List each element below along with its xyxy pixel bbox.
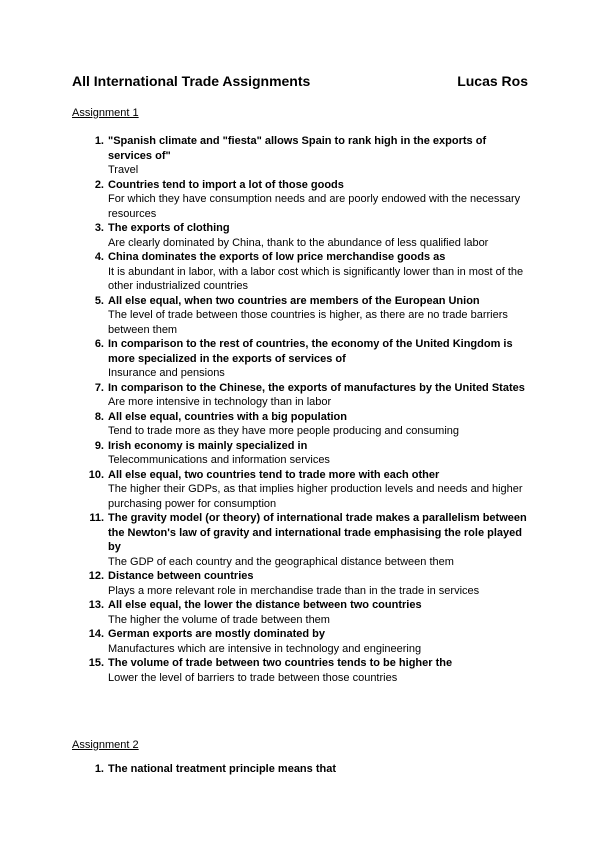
question-number: 13.	[88, 599, 104, 611]
answer-text: The level of trade between those countries is higher, as there are no trade barriers between them	[108, 309, 508, 336]
question-item	[72, 410, 528, 439]
answer-text: For which they have consumption needs and are poorly endowed with the necessary resources	[108, 193, 521, 220]
answer-text: Are more intensive in technology than in labor	[108, 396, 332, 408]
answer-text: It is abundant in labor, with a labor cost which is significantly lower than in most of the other industrialized countries	[108, 265, 524, 292]
question-number: 12.	[88, 570, 104, 582]
answer-text: The higher their GDPs, as that implies higher production levels and needs and higher purchasing power for consumption	[108, 483, 523, 510]
question-item	[72, 250, 528, 294]
question-number: 7.	[94, 381, 104, 394]
question-item	[72, 656, 528, 685]
answer-text: Tend to trade more as they have more people producing and consuming	[108, 425, 459, 437]
question-number: 10.	[88, 468, 104, 481]
question-item	[72, 381, 528, 410]
question-text: The exports of clothing	[108, 222, 230, 234]
question-text: The national treatment principle means that	[108, 763, 336, 775]
assignment-1-heading: Assignment 1	[72, 107, 139, 119]
question-number: 3.	[94, 222, 104, 234]
question-item	[72, 178, 528, 222]
question-item	[72, 337, 528, 381]
assignment-2-heading: Assignment 2	[72, 739, 139, 751]
question-item	[72, 627, 528, 656]
answer-text: The higher the volume of trade between them	[108, 613, 330, 626]
question-text: China dominates the exports of low price merchandise goods as	[108, 251, 446, 263]
answer-text: Travel	[108, 164, 139, 176]
question-text: The volume of trade between two countries tends to be higher the	[108, 657, 453, 669]
question-number: 5.	[94, 294, 104, 307]
question-text: All else equal, countries with a big population	[108, 410, 347, 423]
question-text: All else equal, two countries tend to trade more with each other	[108, 468, 440, 481]
question-item	[72, 221, 528, 250]
question-number: 2.	[94, 178, 104, 191]
answer-text: Insurance and pensions	[108, 367, 225, 379]
document-header	[72, 72, 528, 90]
question-text: Irish economy is mainly specialized in	[108, 439, 308, 452]
question-text: Countries tend to import a lot of those goods	[108, 178, 344, 191]
question-number: 15.	[88, 657, 104, 669]
question-item	[72, 569, 528, 598]
question-text: Distance between countries	[108, 570, 254, 582]
question-text: All else equal, when two countries are members of the European Union	[108, 294, 480, 307]
assignment-2-question-list	[72, 762, 528, 777]
question-text: The gravity model (or theory) of international trade makes a parallelism between the Newton's law of gravity and international trade emphasising the role played by	[108, 512, 527, 553]
question-item	[72, 511, 528, 569]
answer-text: Are clearly dominated by China, thank to the abundance of less qualified labor	[108, 236, 489, 249]
question-text: In comparison to the Chinese, the exports of manufactures by the United States	[108, 381, 525, 394]
question-text: German exports are mostly dominated by	[108, 628, 326, 640]
question-number: 11.	[89, 512, 104, 524]
answer-text: Manufactures which are intensive in technology and engineering	[108, 642, 422, 655]
question-text: All else equal, the lower the distance between two countries	[108, 599, 422, 611]
question-number: 4.	[94, 251, 104, 263]
answer-text: Lower the level of barriers to trade between those countries	[108, 671, 398, 684]
question-number: 1.	[94, 135, 104, 147]
question-number: 14.	[88, 628, 104, 640]
answer-text: Plays a more relevant role in merchandise trade than in the trade in services	[108, 584, 480, 597]
question-item	[72, 762, 528, 777]
question-item	[72, 598, 528, 627]
question-text: "Spanish climate and "fiesta" allows Spain to rank high in the exports of services of"	[108, 135, 487, 162]
question-number: 1.	[94, 763, 104, 775]
question-item	[72, 468, 528, 512]
question-item	[72, 439, 528, 468]
question-item	[72, 294, 528, 338]
assignment-1-question-list	[72, 134, 528, 685]
author-name: Lucas Ros	[457, 73, 528, 89]
document-title: All International Trade Assignments	[72, 73, 311, 89]
question-item	[72, 134, 528, 178]
question-text: In comparison to the rest of countries, the economy of the United Kingdom is more specialized in the exports of services of	[108, 338, 513, 365]
question-number: 9.	[94, 439, 104, 452]
answer-text: The GDP of each country and the geographical distance between them	[108, 555, 454, 568]
question-number: 8.	[94, 410, 104, 423]
question-number: 6.	[94, 338, 104, 350]
answer-text: Telecommunications and information services	[108, 454, 330, 466]
